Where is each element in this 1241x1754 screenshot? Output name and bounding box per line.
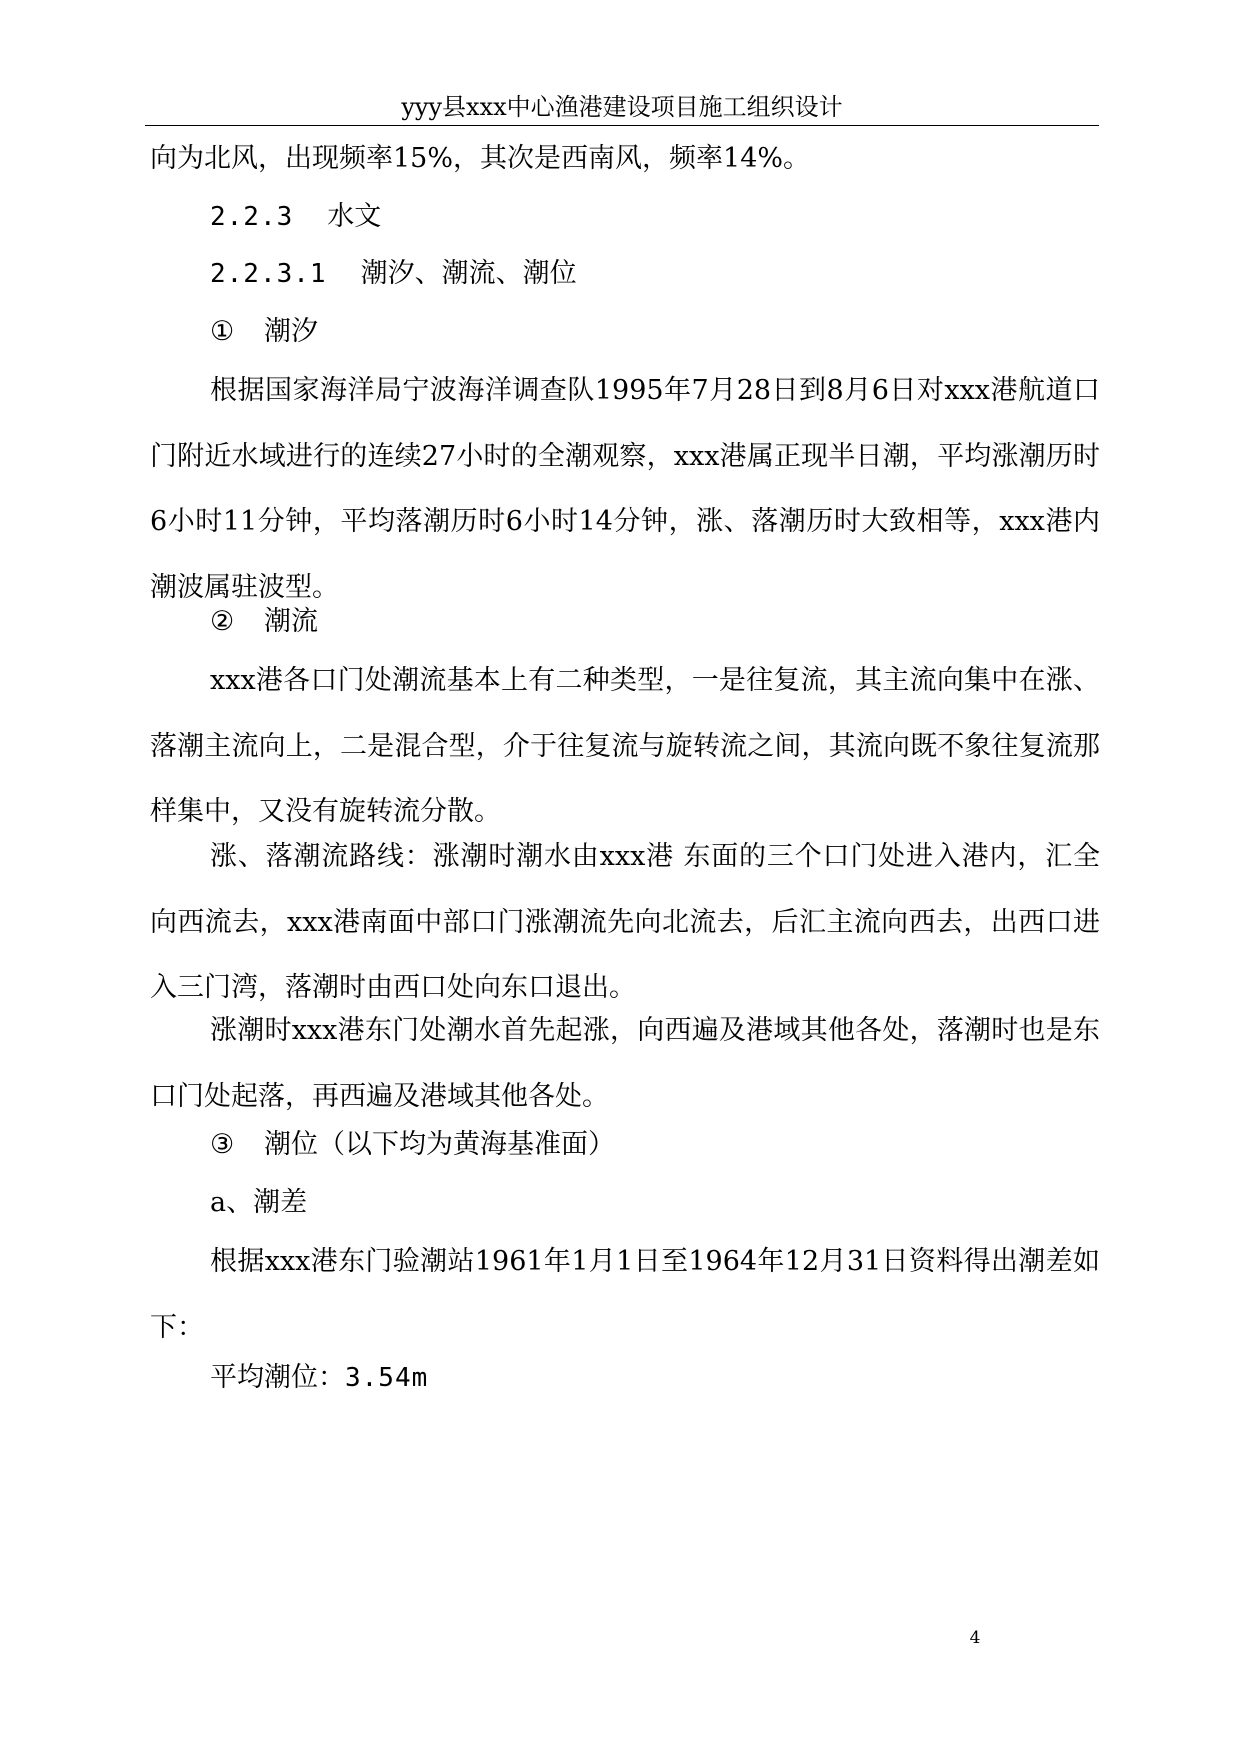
heading-tide	[210, 299, 318, 364]
circled-number-1: ①	[210, 316, 235, 347]
heading-text: 潮位（以下均为黄海基准面）	[264, 1129, 615, 1160]
heading-number: 2.2.3.1	[210, 259, 327, 289]
paragraph-current-routes: 涨、落潮流路线：涨潮时潮水由xxx港 东面的三个口门处进入港内，汇全向西流去，xxx港南面中部口门涨潮流先向北流去，后汇主流向西去，出西口进入三门湾，落潮时由西口处向东口退出。	[150, 841, 1100, 1003]
heading-tide-level	[210, 1112, 615, 1177]
circled-number-2: ②	[210, 606, 235, 637]
heading-tidal-current	[210, 589, 318, 654]
page-number: 4	[969, 1628, 981, 1648]
circled-number-3: ③	[210, 1129, 235, 1160]
page-header-title: yyy县xxx中心渔港建设项目施工组织设计	[401, 93, 843, 121]
heading-text: 水文	[327, 201, 382, 232]
heading-text: 潮汐、潮流、潮位	[360, 258, 577, 289]
paragraph-tide-observation: 根据国家海洋局宁波海洋调查队1995年7月28日到8月6日对xxx港航道口门附近水域进行的连续27小时的全潮观察，xxx港属正现半日潮，平均涨潮历时6小时11分钟，平均落潮历时6小时14分钟，涨、落潮历时大致相等，xxx港内潮波属驻波型。	[150, 375, 1100, 603]
paragraph-tidal-range: 根据xxx港东门验潮站1961年1月1日至1964年12月31日资料得出潮差如下：	[150, 1246, 1100, 1343]
heading-text: 潮流	[264, 606, 318, 637]
heading-text: 潮汐	[264, 316, 318, 347]
mean-tide-value: 3.54m	[345, 1363, 429, 1393]
paragraph-wind-frequency: 向为北风，出现频率15%，其次是西南风，频率14%。	[150, 143, 811, 174]
paragraph-mean-tide-level	[210, 1345, 428, 1411]
heading-tidal-range: a、潮差	[210, 1187, 308, 1218]
mean-tide-label: 平均潮位：	[210, 1362, 345, 1393]
heading-number: 2.2.3	[210, 202, 294, 232]
paragraph-current-types: xxx港各口门处潮流基本上有二种类型，一是往复流，其主流向集中在涨、落潮主流向上，二是混合型，介于往复流与旋转流之间，其流向既不象往复流那样集中，又没有旋转流分散。	[150, 665, 1100, 827]
heading-2-2-3-1	[210, 241, 577, 307]
paragraph-current-rise: 涨潮时xxx港东门处潮水首先起涨，向西遍及港域其他各处，落潮时也是东口门处起落，再西遍及港域其他各处。	[150, 1015, 1100, 1112]
